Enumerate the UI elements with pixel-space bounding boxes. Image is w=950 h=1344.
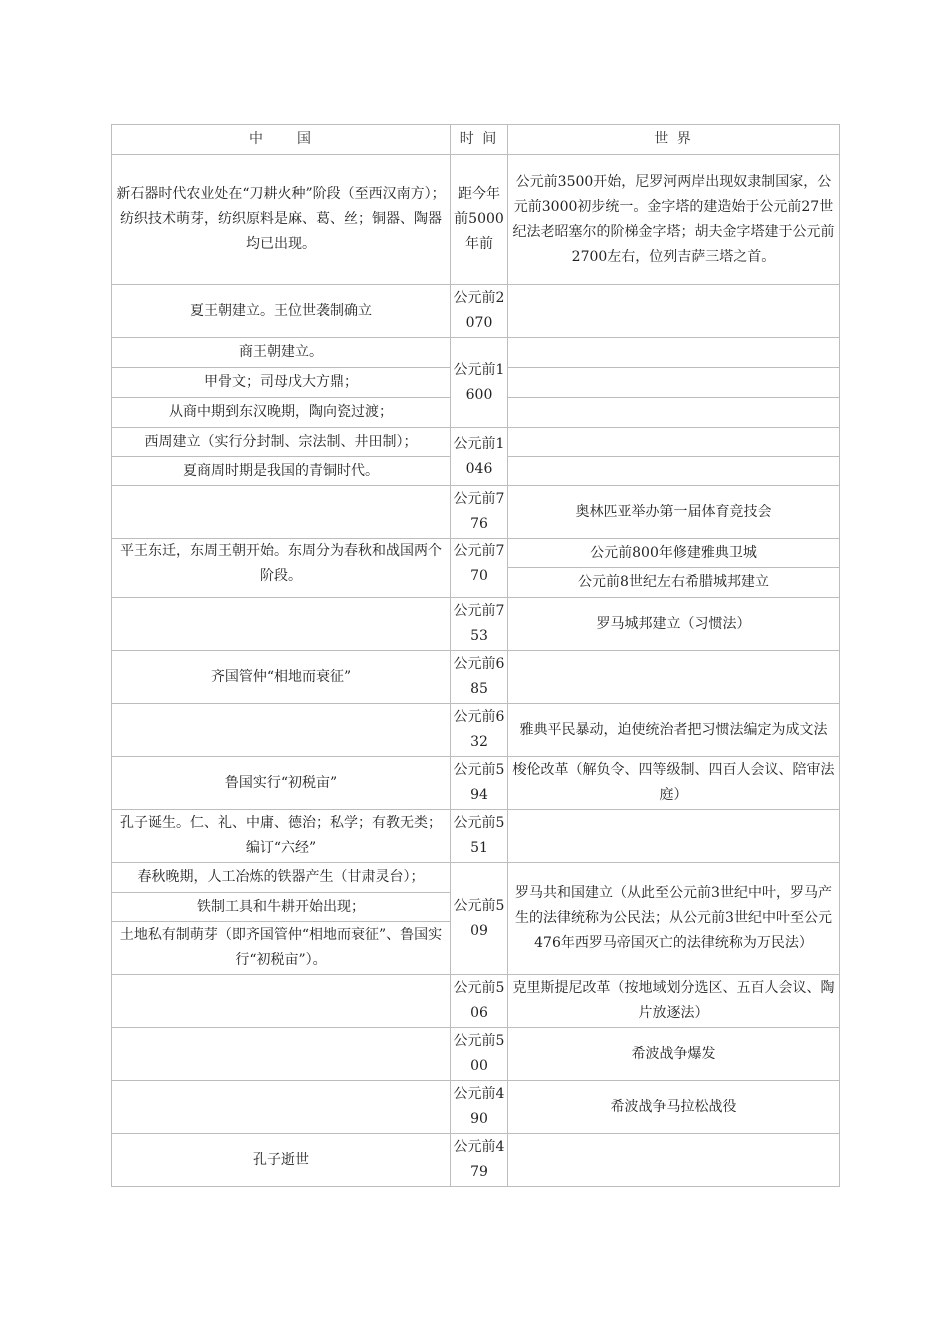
time-cell: 公元前632 <box>451 704 508 757</box>
table-row <box>112 975 840 1028</box>
table-row <box>112 651 840 704</box>
time-cell: 公元前753 <box>451 598 508 651</box>
world-cell: 公元前3500开始，尼罗河两岸出现奴隶制国家，公元前3000初步统一。金字塔的建造始于公元前27世纪法老昭塞尔的阶梯金字塔；胡夫金字塔建于公元前2700左右，位列吉萨三塔之首。 <box>508 155 840 285</box>
china-cell: 土地私有制萌芽（即齐国管仲“相地而衰征”、鲁国实行“初税亩”）。 <box>112 922 451 975</box>
header-world: 世 界 <box>508 125 840 155</box>
table-row <box>112 810 840 863</box>
china-cell: 西周建立（实行分封制、宗法制、井田制）； <box>112 428 451 457</box>
china-cell <box>112 704 451 757</box>
china-cell: 鲁国实行“初税亩” <box>112 757 451 810</box>
table-row <box>112 704 840 757</box>
world-cell <box>508 651 840 704</box>
china-cell: 铁制工具和牛耕开始出现； <box>112 893 451 922</box>
china-cell <box>112 598 451 651</box>
world-cell: 克里斯提尼改革（按地域划分选区、五百人会议、陶片放逐法） <box>508 975 840 1028</box>
table-row <box>112 757 840 810</box>
header-china: 中 国 <box>112 125 451 155</box>
table-row <box>112 285 840 338</box>
time-cell: 公元前594 <box>451 757 508 810</box>
table-row <box>112 486 840 539</box>
time-cell: 公元前2070 <box>451 285 508 338</box>
world-cell: 罗马共和国建立（从此至公元前3世纪中叶，罗马产生的法律统称为公民法；从公元前3世纪中叶至公元476年西罗马帝国灭亡的法律统称为万民法） <box>508 863 840 975</box>
time-cell: 公元前776 <box>451 486 508 539</box>
time-cell: 公元前685 <box>451 651 508 704</box>
world-cell <box>508 338 840 368</box>
time-cell: 公元前1600 <box>451 338 508 428</box>
china-cell: 夏商周时期是我国的青铜时代。 <box>112 457 451 486</box>
world-cell: 雅典平民暴动，迫使统治者把习惯法编定为成文法 <box>508 704 840 757</box>
world-cell: 梭伦改革（解负令、四等级制、四百人会议、陪审法庭） <box>508 757 840 810</box>
table-row <box>112 598 840 651</box>
china-cell: 春秋晚期，人工冶炼的铁器产生（甘肃灵台）； <box>112 863 451 893</box>
world-cell <box>508 457 840 486</box>
table-row <box>112 539 840 568</box>
world-cell <box>508 285 840 338</box>
time-cell: 公元前479 <box>451 1134 508 1187</box>
time-cell: 公元前506 <box>451 975 508 1028</box>
time-cell: 公元前509 <box>451 863 508 975</box>
world-cell: 罗马城邦建立（习惯法） <box>508 598 840 651</box>
table-row <box>112 1134 840 1187</box>
china-cell: 孔子诞生。仁、礼、中庸、德治；私学；有教无类；编订“六经” <box>112 810 451 863</box>
world-cell <box>508 428 840 457</box>
history-timeline-table <box>111 124 840 1187</box>
time-cell: 公元前1046 <box>451 428 508 486</box>
time-cell: 公元前500 <box>451 1028 508 1081</box>
china-cell: 夏王朝建立。王位世袭制确立 <box>112 285 451 338</box>
china-cell: 甲骨文；司母戊大方鼎； <box>112 368 451 398</box>
china-cell: 商王朝建立。 <box>112 338 451 368</box>
table-row <box>112 1028 840 1081</box>
china-cell <box>112 975 451 1028</box>
china-cell <box>112 486 451 539</box>
china-cell: 孔子逝世 <box>112 1134 451 1187</box>
world-cell <box>508 1134 840 1187</box>
world-cell <box>508 810 840 863</box>
world-cell: 公元前8世纪左右希腊城邦建立 <box>508 568 840 598</box>
time-cell: 公元前551 <box>451 810 508 863</box>
header-row <box>112 125 840 155</box>
table-row <box>112 338 840 368</box>
china-cell <box>112 1028 451 1081</box>
table-row <box>112 155 840 285</box>
world-cell: 希波战争马拉松战役 <box>508 1081 840 1134</box>
header-time: 时 间 <box>451 125 508 155</box>
time-cell: 公元前770 <box>451 539 508 598</box>
china-cell: 齐国管仲“相地而衰征” <box>112 651 451 704</box>
world-cell: 希波战争爆发 <box>508 1028 840 1081</box>
china-cell: 从商中期到东汉晚期，陶向瓷过渡； <box>112 398 451 428</box>
world-cell <box>508 368 840 398</box>
china-cell <box>112 1081 451 1134</box>
world-cell <box>508 398 840 428</box>
world-cell: 奥林匹亚举办第一届体育竞技会 <box>508 486 840 539</box>
table-row <box>112 1081 840 1134</box>
table-row <box>112 428 840 457</box>
china-cell: 新石器时代农业处在“刀耕火种”阶段（至西汉南方）；纺织技术萌芽，纺织原料是麻、葛、丝；铜器、陶器均已出现。 <box>112 155 451 285</box>
time-cell: 公元前490 <box>451 1081 508 1134</box>
china-cell: 平王东迁，东周王朝开始。东周分为春秋和战国两个阶段。 <box>112 539 451 598</box>
world-cell: 公元前800年修建雅典卫城 <box>508 539 840 568</box>
table-row <box>112 863 840 893</box>
time-cell: 距今年前5000年前 <box>451 155 508 285</box>
